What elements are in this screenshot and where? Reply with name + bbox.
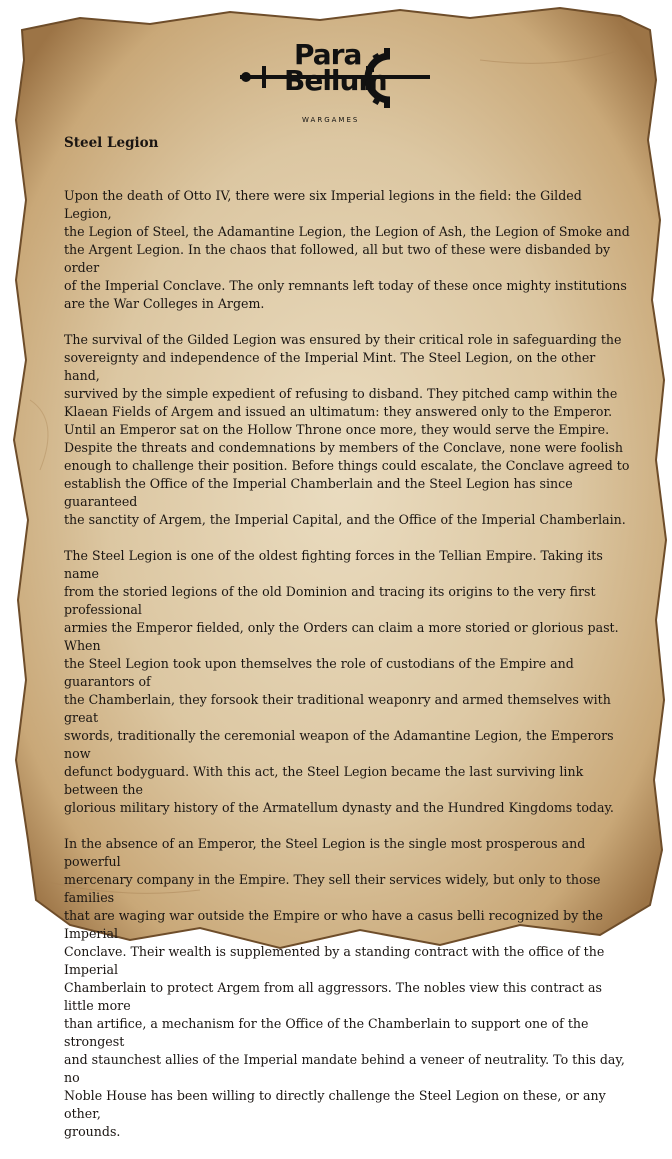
paragraph: The survival of the Gilded Legion was ensured by their critical role in safeguarding the sovereignty and independence of the Imperial Mint. The Steel Legion, on the other hand, survived by the simple expedient of refusing to disband. They pitched camp within the Klaean Fields of Argem and issued an ultimatum: they answered only to the Emperor. Until an Emperor sat on the Hollow Throne once more, they would serve the Empire. Despite the threats and condemnations by members of the Conclave, none were foolish enough to challenge their position. Before things could escalate, the Conclave agreed to establish the Office of the Imperial Chamberlain and the Steel Legion has since guaranteed the sanctity of Argem, the Imperial Capital, and the Office of the Imperial Chamberlain. <box>64 332 630 527</box>
logo-word-bellum: Bellum <box>284 64 387 97</box>
para-bellum-logo <box>240 36 432 132</box>
logo-word-para: Para <box>294 38 362 71</box>
paragraph: Upon the death of Otto IV, there were six Imperial legions in the field: the Gilded Legion, the Legion of Steel, the Adamantine Legion, the Legion of Ash, the Legion of Smoke and the Argent Legion. In the chaos that followed, all but two of these were disbanded by order of the Imperial Conclave. The only remnants left today of these once mighty institutions are the War Colleges in Argem. <box>64 188 630 311</box>
paragraph: The Steel Legion is one of the oldest fighting forces in the Tellian Empire. Taking its name from the storied legions of the old Dominion and tracing its origins to the very first professional armies the Emperor fielded, only the Orders can claim a more storied or glorious past. When the Steel Legion took upon themselves the role of custodians of the Empire and guarantors of the Chamberlain, they forsook their traditional weaponry and armed themselves with great swords, traditionally the ceremonial weapon of the Adamantine Legion, the Emperors now defunct bodyguard. With this act, the Steel Legion became the last surviving link between the glorious military history of the Armatellum dynasty and the Hundred Kingdoms today. <box>64 548 619 815</box>
logo-word-wargames: WARGAMES <box>302 116 360 124</box>
paragraph: In the absence of an Emperor, the Steel Legion is the single most prosperous and powerful mercenary company in the Empire. They sell their services widely, but only to those families that are waging war outside the Empire or who have a casus belli recognized by the Imperial Conclave. Their wealth is supplemented by a standing contract with the office of the Imperial Chamberlain to protect Argem from all aggressors. The nobles view this contract as little more than artifice, a mechanism for the Office of the Chamberlain to support one of the strongest and staunchest allies of the Imperial mandate behind a veneer of neutrality. To this day, no Noble House has been willing to directly challenge the Steel Legion on these, or any other, grounds. <box>64 836 625 1139</box>
document-title: Steel Legion <box>64 135 159 151</box>
document-body <box>64 134 630 1159</box>
